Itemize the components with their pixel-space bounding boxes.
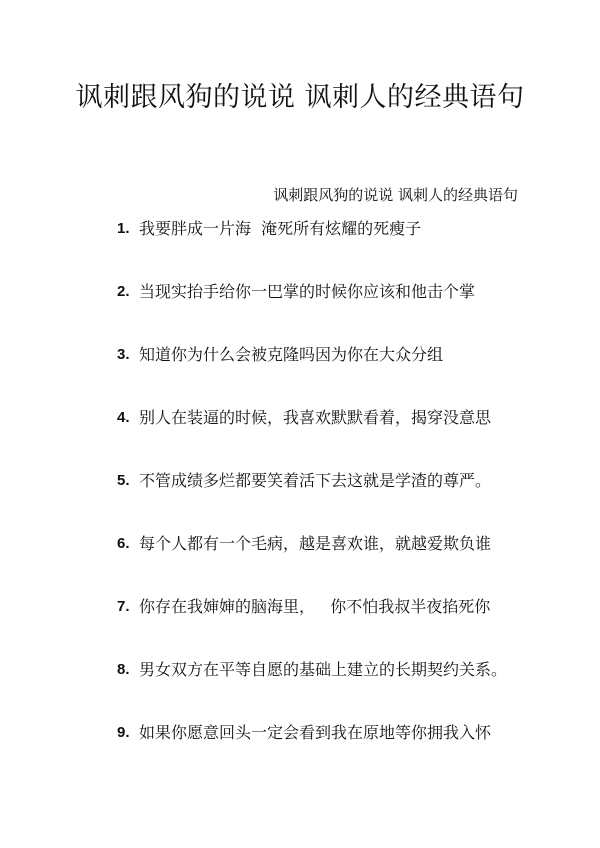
item-text: 不管成绩多烂都要笑着活下去这就是学渣的尊严。 (139, 471, 492, 490)
list-item (117, 343, 587, 406)
subtitle: 讽刺跟风狗的说说 讽刺人的经典语句 (273, 186, 518, 204)
item-number: 9. (117, 724, 130, 741)
item-text: 你存在我婶婶的脑海里， 你不怕我叔半夜掐死你 (139, 597, 491, 616)
list-item (117, 532, 587, 595)
list-item (117, 469, 587, 532)
item-text: 如果你愿意回头一定会看到我在原地等你拥我入怀 (139, 723, 492, 742)
item-text: 当现实抬手给你一巴掌的时候你应该和他击个掌 (139, 282, 476, 301)
list-item (117, 658, 587, 721)
quote-list (117, 217, 587, 784)
item-number: 6. (117, 535, 130, 552)
list-item (117, 217, 587, 280)
list-item (117, 721, 587, 784)
item-number: 7. (117, 598, 130, 615)
page-title: 讽刺跟风狗的说说 讽刺人的经典语句 (75, 82, 525, 113)
list-item (117, 280, 587, 343)
list-item (117, 406, 587, 469)
item-number: 8. (117, 661, 130, 678)
item-number: 2. (117, 283, 130, 300)
item-number: 5. (117, 472, 130, 489)
item-text: 每个人都有一个毛病，越是喜欢谁，就越爱欺负谁 (139, 534, 492, 553)
item-number: 4. (117, 409, 130, 426)
item-text: 别人在装逼的时候，我喜欢默默看着，揭穿没意思 (139, 408, 492, 427)
list-item (117, 595, 587, 658)
item-number: 1. (117, 220, 130, 237)
item-text: 男女双方在平等自愿的基础上建立的长期契约关系。 (139, 660, 508, 679)
item-text: 知道你为什么会被克隆吗因为你在大众分组 (139, 345, 444, 364)
item-text: 我要胖成一片海 淹死所有炫耀的死瘦子 (139, 219, 422, 238)
item-number: 3. (117, 346, 130, 363)
